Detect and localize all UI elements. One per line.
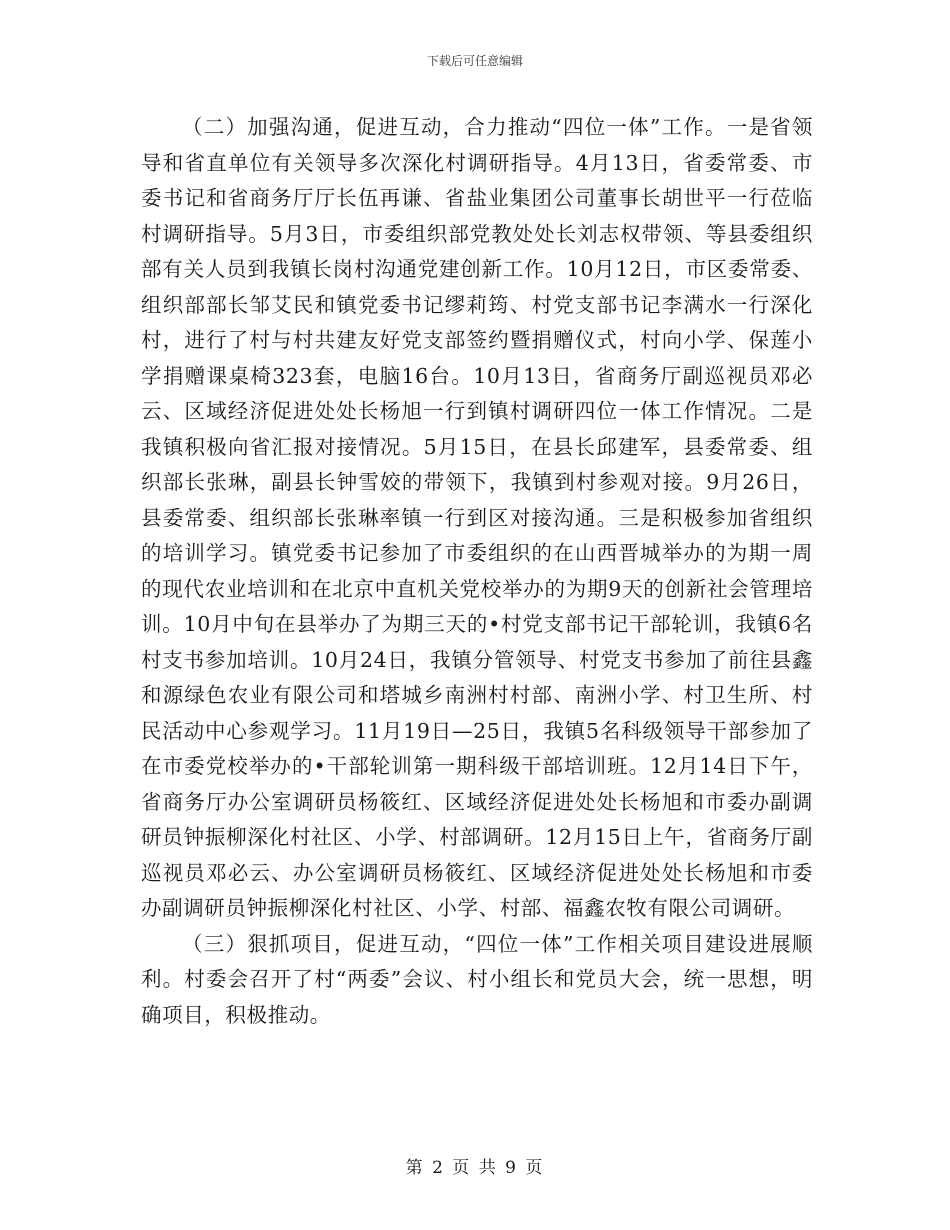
page-header: 下载后可任意编辑	[426, 54, 523, 68]
paragraph-three: （三）狠抓项目，促进互动，“四位一体”工作相关项目建设进展顺利。村委会召开了村“两委”会议、村小组长和党员大会，统一思想，明确项目，积极推动。	[141, 931, 813, 1027]
document-body	[141, 110, 813, 1033]
paragraph-two: （二）加强沟通，促进互动，合力推动“四位一体”工作。一是省领导和省直单位有关领导多次深化村调研指导。4月13日，省委常委、市委书记和省商务厅厅长伍再谦、省盐业集团公司董事长胡世平一行莅临村调研指导。5月3日，市委组织部党教处处长刘志权带领、等县委组织部有关人员到我镇长岗村沟通党建创新工作。10月12日，市区委常委、组织部部长邹艾民和镇党委书记缪莉筠、村党支部书记李满水一行深化村，进行了村与村共建友好党支部签约暨捐赠仪式，村向小学、保莲小学捐赠课桌椅323套，电脑16台。10月13日，省商务厅副巡视员邓必云、区域经济促进处处长杨旭一行到镇村调研四位一体工作情况。二是我镇积极向省汇报对接情况。5月15日，在县长邱建军，县委常委、组织部长张琳，副县长钟雪姣的带领下，我镇到村参观对接。9月26日，县委常委、组织部长张琳率镇一行到区对接沟通。三是积极参加省组织的培训学习。镇党委书记参加了市委组织的在山西晋城举办的为期一周的现代农业培训和在北京中直机关党校举办的为期9天的创新社会管理培训。10月中旬在县举办了为期三天的•村党支部书记干部轮训，我镇6名村支书参加培训。10月24日，我镇分管领导、村党支书参加了前往县鑫和源绿色农业有限公司和塔城乡南洲村村部、南洲小学、村卫生所、村民活动中心参观学习。11月19日—25日，我镇5名科级领导干部参加了在市委党校举办的•干部轮训第一期科级干部培训班。12月14日下午，省商务厅办公室调研员杨筱红、区域经济促进处处长杨旭和市委办副调研员钟振柳深化村社区、小学、村部调研。12月15日上午，省商务厅副巡视员邓必云、办公室调研员杨筱红、区域经济促进处处长杨旭和市委办副调研员钟振柳深化村社区、小学、村部、福鑫农牧有限公司调研。	[141, 115, 813, 920]
page-footer: 第 2 页 共 9 页	[405, 1158, 545, 1178]
